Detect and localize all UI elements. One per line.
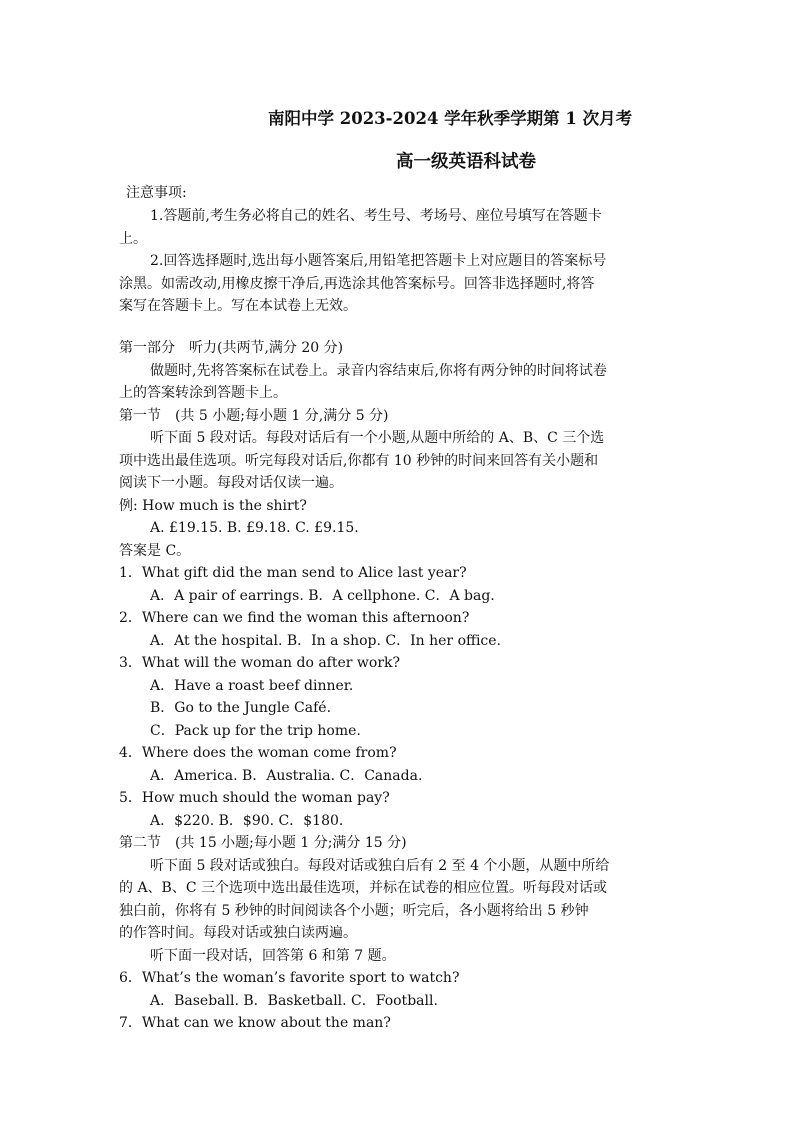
section2-instruction-line-2: 的 A、B、C 三个选项中选出最佳选项，并标在试卷的相应位置。听每段对话或 — [119, 880, 608, 896]
example-answer: 答案是 C。 — [119, 543, 191, 559]
question-4-options: A．America. B．Australia. C．Canada. — [150, 768, 423, 784]
section1-heading: 第一节 (共 5 小题;每小题 1 分,满分 5 分) — [119, 408, 389, 424]
notice-item-2-line-1: 2.回答选择题时,选出每小题答案后,用铅笔把答题卡上对应题目的答案标号 — [150, 253, 607, 269]
example-options: A. £19.15. B. £9.18. C. £9.15. — [150, 520, 359, 536]
exam-title: 南阳中学 2023-2024 学年秋季学期第 1 次月考 — [268, 109, 633, 128]
section2-heading: 第二节 (共 15 小题;每小题 1 分;满分 15 分) — [119, 835, 407, 851]
question-1: 1．What gift did the man send to Alice last year? — [119, 565, 467, 581]
question-3-option-a: A．Have a roast beef dinner. — [150, 678, 354, 694]
example-question: 例: How much is the shirt? — [119, 498, 307, 514]
notice-heading: 注意事项: — [126, 185, 187, 201]
section1-instruction-line-3: 阅读下一小题。每段对话仅读一遍。 — [119, 475, 343, 491]
exam-subtitle: 高一级英语科试卷 — [396, 152, 536, 172]
section2-sub-instruction: 听下面一段对话，回答第 6 和第 7 题。 — [150, 948, 396, 964]
section1-instruction-line-1: 听下面 5 段对话。每段对话后有一个小题,从题中所给的 A、B、C 三个选 — [150, 430, 605, 446]
question-3-option-b: B．Go to the Jungle Café. — [150, 700, 332, 716]
question-5-options: A．$220. B．$90. C．$180. — [150, 813, 344, 829]
section1-instruction-line-2: 项中选出最佳选项。听完每段对话后,你都有 10 秒钟的时间来回答有关小题和 — [119, 453, 599, 469]
part1-heading: 第一部分 听力(共两节,满分 20 分) — [119, 340, 344, 356]
question-1-options: A．A pair of earrings. B．A cellphone. C．A bag. — [150, 588, 495, 604]
notice-item-1-line-2: 上。 — [119, 231, 147, 247]
notice-item-2-line-3: 案写在答题卡上。写在本试卷上无效。 — [119, 298, 357, 314]
question-3-option-c: C．Pack up for the trip home. — [150, 723, 361, 739]
question-3: 3．What will the woman do after work? — [119, 655, 400, 671]
notice-item-1-line-1: 1.答题前,考生务必将自己的姓名、考生号、考场号、座位号填写在答题卡 — [150, 208, 602, 224]
section2-instruction-line-3: 独白前，你将有 5 秒钟的时间阅读各个小题；听完后，各小题将给出 5 秒钟 — [119, 903, 589, 919]
question-6-options: A．Baseball. B．Basketball. C．Football. — [150, 993, 438, 1009]
question-2-options: A．At the hospital. B．In a shop. C．In her office. — [150, 633, 502, 649]
question-2: 2．Where can we find the woman this afternoon? — [119, 610, 470, 626]
part1-instruction-line-2: 上的答案转涂到答题卡上。 — [119, 385, 287, 401]
section2-instruction-line-4: 的作答时间。每段对话或独白读两遍。 — [119, 925, 357, 941]
section2-instruction-line-1: 听下面 5 段对话或独白。每段对话或独白后有 2 至 4 个小题，从题中所给 — [150, 858, 610, 874]
notice-item-2-line-2: 涂黑。如需改动,用橡皮擦干净后,再选涂其他答案标号。回答非选择题时,将答 — [119, 276, 595, 292]
question-6: 6．What’s the woman’s favorite sport to watch? — [119, 970, 460, 986]
question-7: 7．What can we know about the man? — [119, 1015, 391, 1031]
question-4: 4．Where does the woman come from? — [119, 745, 397, 761]
question-5: 5．How much should the woman pay? — [119, 790, 390, 806]
part1-instruction-line-1: 做题时,先将答案标在试卷上。录音内容结束后,你将有两分钟的时间将试卷 — [150, 363, 607, 379]
